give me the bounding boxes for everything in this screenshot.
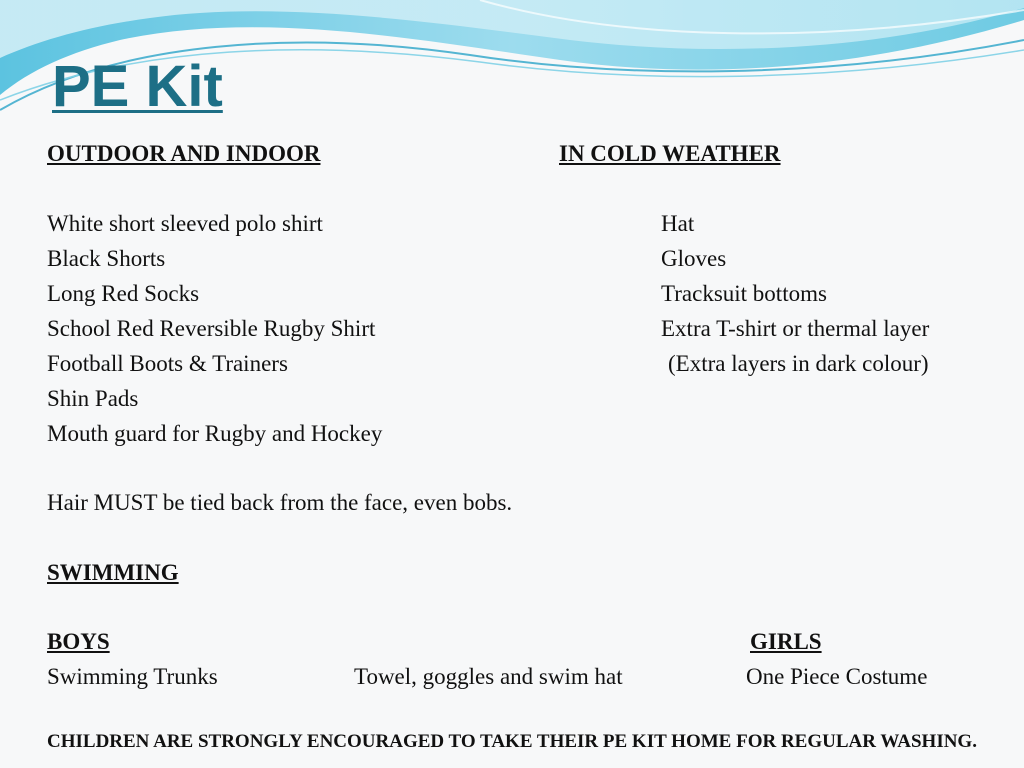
outdoor-item: Football Boots & Trainers — [47, 351, 288, 376]
page-title: PE Kit — [52, 54, 223, 119]
shared-swim-item: Towel, goggles and swim hat — [354, 664, 623, 689]
hair-note: Hair MUST be tied back from the face, even bobs. — [47, 490, 513, 515]
cold-item: Extra T-shirt or thermal layer — [661, 316, 930, 341]
outdoor-heading: OUTDOOR AND INDOOR — [47, 141, 321, 166]
outdoor-item: School Red Reversible Rugby Shirt — [47, 316, 376, 341]
cold-item: Hat — [661, 211, 695, 236]
washing-note: CHILDREN ARE STRONGLY ENCOURAGED TO TAKE THEIR PE KIT HOME FOR REGULAR WASHING. — [47, 731, 977, 752]
cold-weather-heading: IN COLD WEATHER — [559, 141, 781, 166]
girls-heading: GIRLS — [750, 629, 822, 654]
outdoor-item: Mouth guard for Rugby and Hockey — [47, 421, 383, 446]
cold-item: Gloves — [661, 246, 727, 271]
boys-swim-item: Swimming Trunks — [47, 664, 218, 689]
cold-item: (Extra layers in dark colour) — [668, 351, 929, 376]
outdoor-item: Shin Pads — [47, 386, 139, 411]
outdoor-item: White short sleeved polo shirt — [47, 211, 323, 236]
cold-item: Tracksuit bottoms — [661, 281, 827, 306]
girls-swim-item: One Piece Costume — [746, 664, 928, 689]
outdoor-item: Black Shorts — [47, 246, 166, 271]
outdoor-item: Long Red Socks — [47, 281, 200, 306]
boys-heading: BOYS — [47, 629, 110, 654]
swimming-heading: SWIMMING — [47, 560, 179, 585]
